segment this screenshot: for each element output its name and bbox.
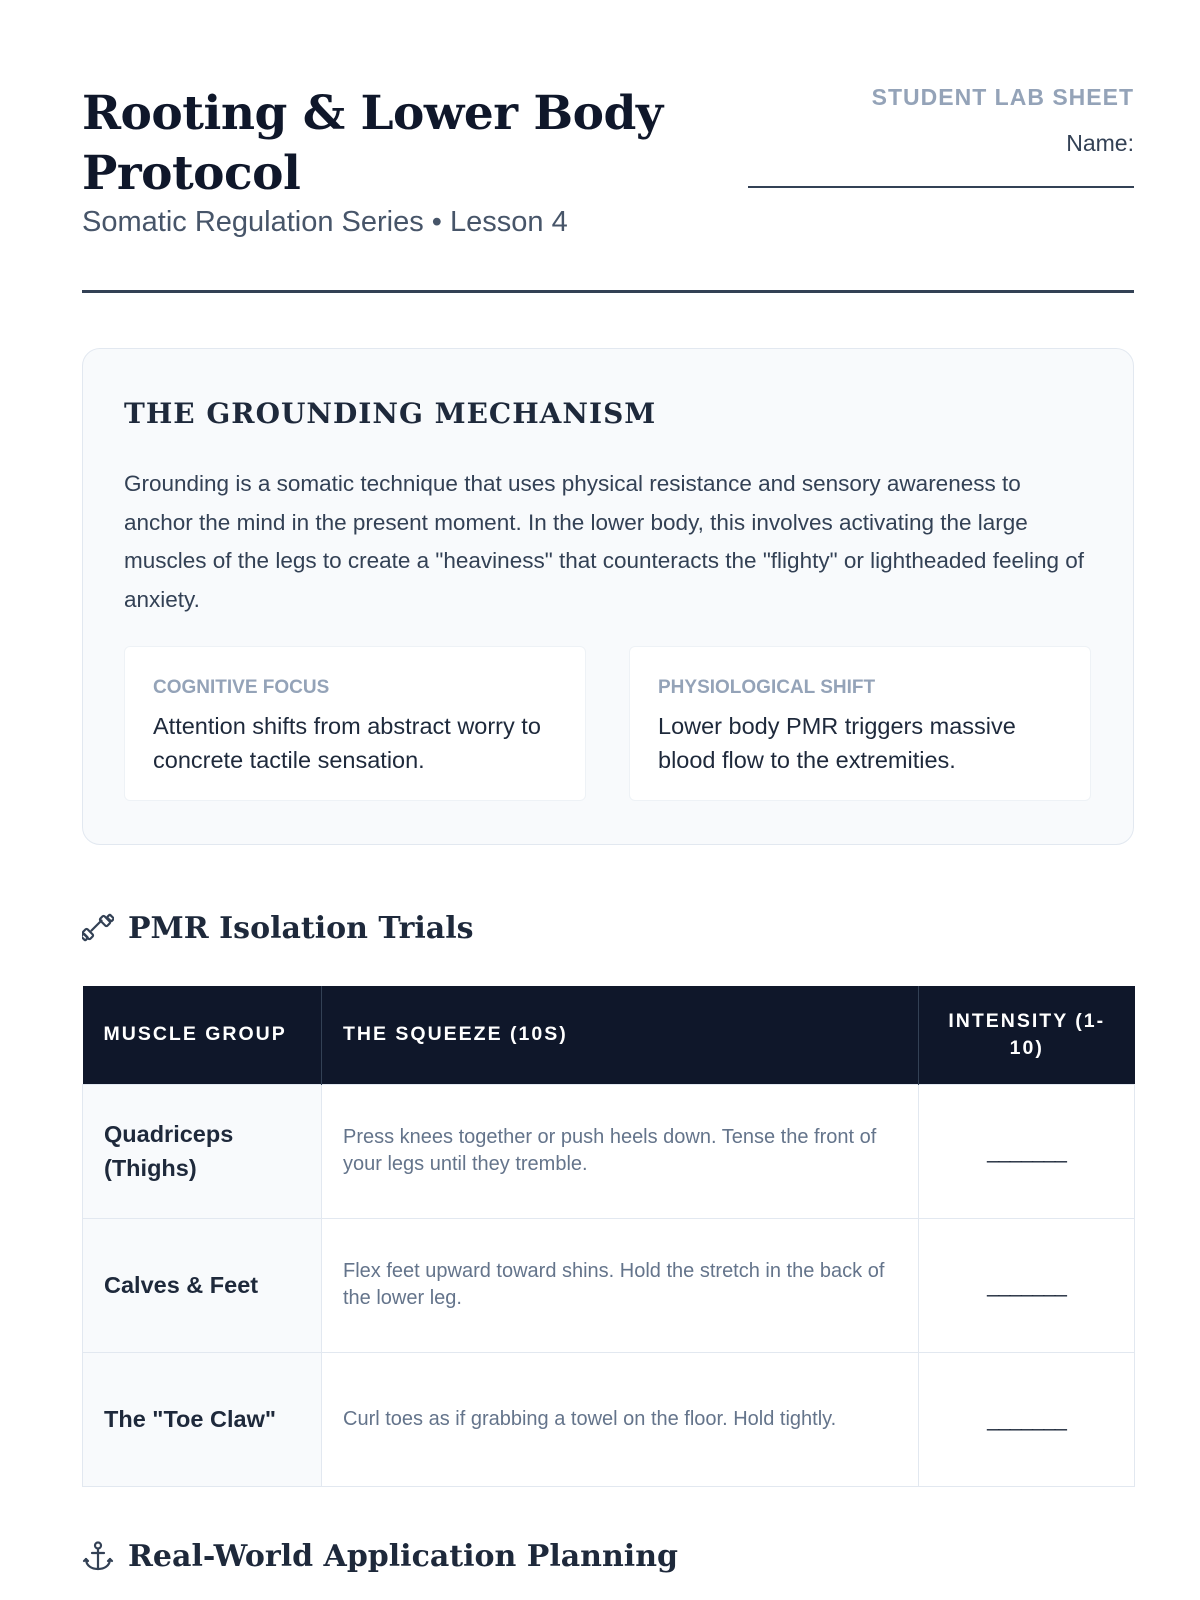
- table-row: [83, 1352, 1135, 1486]
- application-section-heading: [82, 1534, 678, 1578]
- column-header-squeeze: THE SQUEEZE (10S): [322, 986, 919, 1084]
- page-title: Rooting & Lower Body Protocol: [82, 86, 663, 201]
- application-heading-text: Real-World Application Planning: [128, 1538, 678, 1574]
- trials-section-heading: [82, 906, 474, 950]
- intensity-blank[interactable]: _______: [919, 1352, 1135, 1486]
- squeeze-instruction-cell: Press knees together or push heels down. Tense the front of your legs until they tremble.: [322, 1084, 919, 1218]
- header-divider: [82, 290, 1134, 293]
- sheet-header: [82, 84, 1134, 294]
- anchor-icon: [82, 1540, 114, 1572]
- page-subtitle: Somatic Regulation Series • Lesson 4: [82, 206, 568, 238]
- column-header-intensity: INTENSITY (1-10): [919, 986, 1135, 1084]
- table-row: [83, 1084, 1135, 1218]
- muscle-group-cell: Quadriceps (Thighs): [83, 1084, 322, 1218]
- table-header-row: [83, 986, 1135, 1084]
- column-header-muscle-group: MUSCLE GROUP: [83, 986, 322, 1084]
- pmr-trials-table: [82, 986, 1135, 1487]
- muscle-group-cell: Calves & Feet: [83, 1218, 322, 1352]
- grounding-mechanism-panel: [82, 348, 1134, 845]
- name-field-label: Name:: [1066, 130, 1134, 156]
- squeeze-instruction-cell: Curl toes as if grabbing a towel on the floor. Hold tightly.: [322, 1352, 919, 1486]
- trials-heading-text: PMR Isolation Trials: [128, 910, 474, 946]
- muscle-group-cell: The "Toe Claw": [83, 1352, 322, 1486]
- card-text: Attention shifts from abstract worry to concrete tactile sensation.: [153, 713, 541, 773]
- mechanism-title: THE GROUNDING MECHANISM: [124, 397, 657, 430]
- dumbbell-icon: [82, 912, 114, 944]
- name-field-line[interactable]: [748, 186, 1134, 188]
- intensity-blank[interactable]: _______: [919, 1218, 1135, 1352]
- card-text: Lower body PMR triggers massive blood flow to the extremities.: [658, 713, 1016, 773]
- sheet-type-label: STUDENT LAB SHEET: [871, 84, 1134, 110]
- intensity-blank[interactable]: _______: [919, 1084, 1135, 1218]
- cognitive-focus-card: [124, 646, 586, 801]
- lab-sheet-page: [82, 0, 1134, 1600]
- physiological-shift-card: [629, 646, 1091, 801]
- card-label: PHYSIOLOGICAL SHIFT: [658, 677, 876, 698]
- table-row: [83, 1218, 1135, 1352]
- squeeze-instruction-cell: Flex feet upward toward shins. Hold the stretch in the back of the lower leg.: [322, 1218, 919, 1352]
- mechanism-description: Grounding is a somatic technique that uses physical resistance and sensory awareness to anchor the mind in the present moment. In the lower body, this involves activating the large muscles of the legs to create a "heaviness" that counteracts the "flighty" or lightheaded feeling of anxiety.: [124, 471, 1085, 612]
- card-label: COGNITIVE FOCUS: [153, 677, 330, 698]
